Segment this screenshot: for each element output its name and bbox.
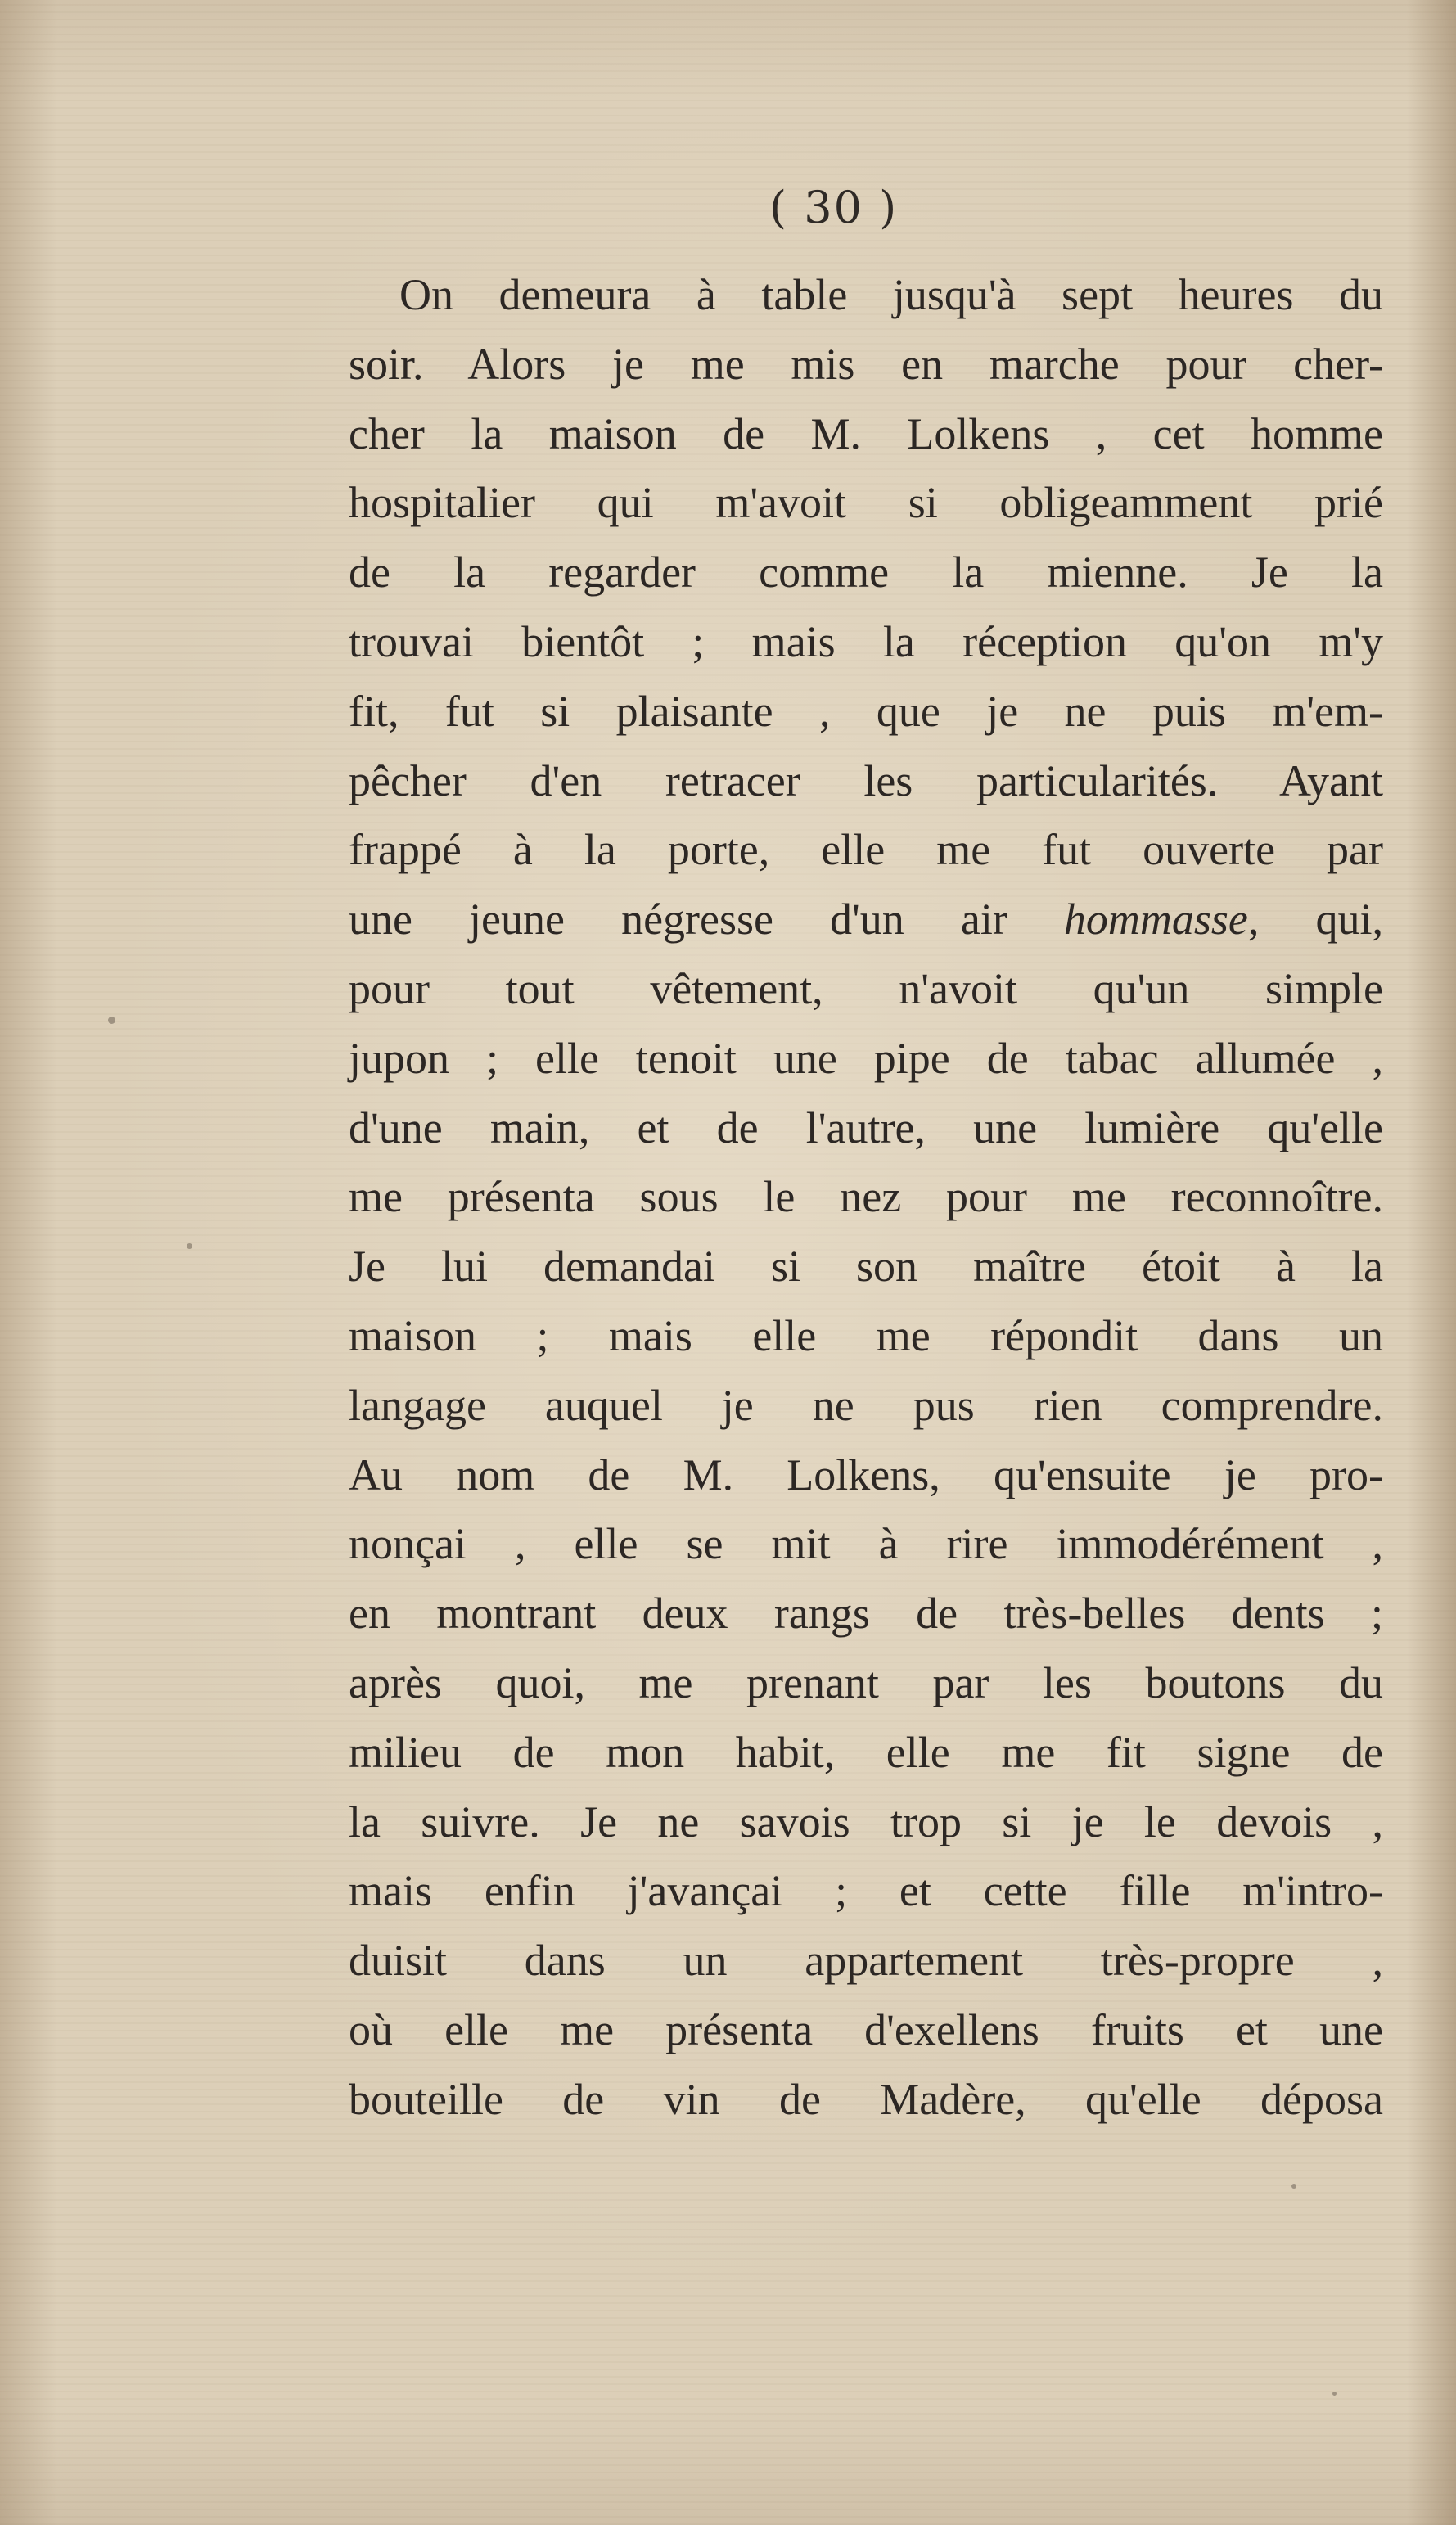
text-line: d'une main, et de l'autre, une lumière qu'elle bbox=[349, 1102, 1383, 1152]
text-line: On demeura à table jusqu'à sept heures du bbox=[399, 270, 1383, 319]
paper-speck bbox=[1291, 2184, 1296, 2189]
text-line: Je lui demandai si son maître étoit à la bbox=[349, 1242, 1383, 1292]
text-line: frappé à la porte, elle me fut ouverte par bbox=[349, 825, 1383, 875]
text-line: pour tout vêtement, n'avoit qu'un simple bbox=[349, 963, 1383, 1013]
paper-speck bbox=[187, 1243, 192, 1249]
text-line: trouvai bientôt ; mais la réception qu'on m'y bbox=[349, 616, 1383, 666]
text-line-mixed bbox=[349, 885, 1383, 954]
text-line: langage auquel je ne pus rien comprendre. bbox=[349, 1380, 1383, 1430]
text-segment: une jeune négresse d'un air bbox=[349, 895, 1007, 945]
page-number: ( 30 ) bbox=[769, 182, 899, 233]
text-line: me présenta sous le nez pour me reconnoître. bbox=[349, 1172, 1383, 1222]
text-segment: , qui, bbox=[1247, 895, 1383, 945]
text-line: de la regarder comme la mienne. Je la bbox=[349, 548, 1383, 597]
text-line: bouteille de vin de Madère, qu'elle déposa bbox=[349, 2074, 1383, 2124]
italic-word: hommasse bbox=[1063, 895, 1248, 945]
text-line: en montrant deux rangs de très-belles dents ; bbox=[349, 1589, 1383, 1639]
text-line: Au nom de M. Lolkens, qu'ensuite je pro- bbox=[349, 1450, 1383, 1499]
text-line: où elle me présenta d'exellens fruits et une bbox=[349, 2004, 1383, 2054]
text-line: la suivre. Je ne savois trop si je le devois , bbox=[349, 1797, 1383, 1846]
text-line: nonçai , elle se mit à rire immodérément , bbox=[349, 1519, 1383, 1569]
text-line: maison ; mais elle me répondit dans un bbox=[349, 1310, 1383, 1360]
text-line: soir. Alors je me mis en marche pour cher- bbox=[349, 339, 1383, 389]
text-line: après quoi, me prenant par les boutons du bbox=[349, 1657, 1383, 1707]
text-line: duisit dans un appartement très-propre , bbox=[349, 1936, 1383, 1986]
text-line: hospitalier qui m'avoit si obligeamment prié bbox=[349, 478, 1383, 528]
text-line: fit, fut si plaisante , que je ne puis m'em- bbox=[349, 686, 1383, 736]
text-line: jupon ; elle tenoit une pipe de tabac allumée , bbox=[349, 1033, 1383, 1083]
text-line: mais enfin j'avançai ; et cette fille m'intro- bbox=[349, 1866, 1383, 1916]
body-text bbox=[349, 260, 1383, 2135]
text-line: pêcher d'en retracer les particularités. Ayant bbox=[349, 755, 1383, 805]
text-line: cher la maison de M. Lolkens , cet homme bbox=[349, 408, 1383, 458]
paper-speck bbox=[108, 1017, 115, 1024]
text-line: milieu de mon habit, elle me fit signe de bbox=[349, 1727, 1383, 1777]
paper-speck bbox=[1332, 2392, 1337, 2396]
